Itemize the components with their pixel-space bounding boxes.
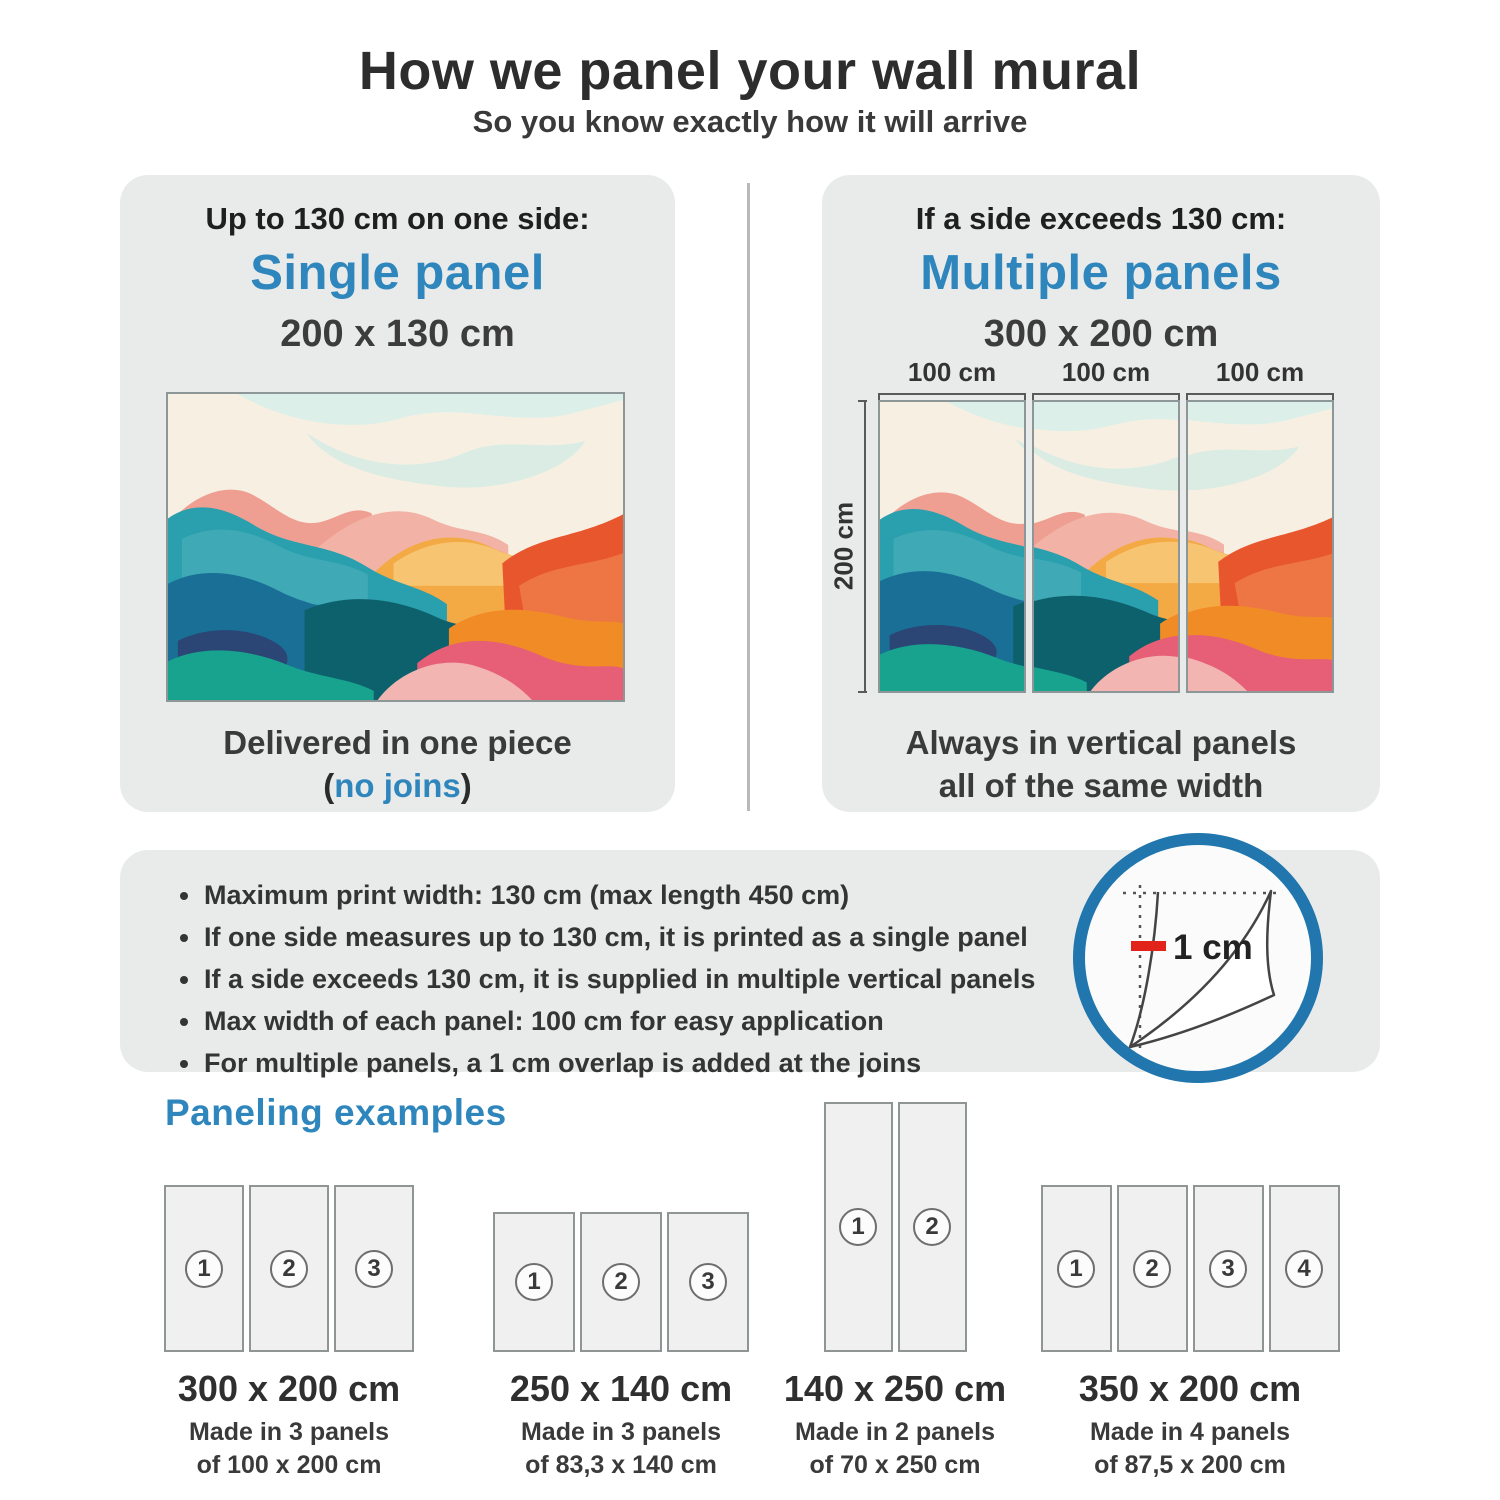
multiple-panels-size: 300 x 200 cm (983, 313, 1219, 355)
panel-number: 3 (355, 1250, 393, 1288)
example-panels (730, 1102, 1060, 1352)
note-item: Maximum print width: 130 cm (max length 450 cm) (178, 880, 1035, 911)
mural-panel-3 (1186, 400, 1334, 693)
height-dimension-bracket (864, 400, 873, 693)
single-panel-caption (120, 721, 675, 807)
single-panel-caption-line2 (120, 764, 675, 807)
example-detail-2: of 87,5 x 200 cm (1094, 1451, 1286, 1479)
multiple-panels-caption-line2: all of the same width (938, 767, 1264, 804)
example-detail-2: of 83,3 x 140 cm (525, 1451, 717, 1479)
width-label-2: 100 cm (1061, 357, 1151, 387)
mural-preview-single (166, 392, 625, 702)
example-140x250 (730, 1102, 1060, 1482)
panel-width-labels (878, 357, 1334, 388)
width-label-3: 100 cm (1215, 357, 1305, 387)
single-panel-size: 200 x 130 cm (280, 313, 515, 355)
page-curl-icon (1085, 845, 1311, 1071)
example-detail-1: Made in 3 panels (188, 1418, 390, 1446)
single-panel-condition: Up to 130 cm on one side: (205, 201, 590, 236)
mural-artwork (168, 394, 623, 700)
mural-panel-artwork (1186, 402, 1334, 691)
example-size: 250 x 140 cm (509, 1368, 733, 1409)
panel-number: 1 (185, 1250, 223, 1288)
caption-paren-open: ( (323, 767, 335, 804)
panel-number: 2 (270, 1250, 308, 1288)
overlap-red-marker (1131, 941, 1166, 951)
examples-heading: Paneling examples (165, 1092, 507, 1133)
mural-panel-1 (878, 400, 1026, 693)
single-panel-caption-line1: Delivered in one piece (223, 724, 572, 761)
width-label-1: 100 cm (907, 357, 997, 387)
single-panel-title: Single panel (250, 246, 545, 300)
panel (249, 1185, 329, 1352)
example-panels (124, 1102, 454, 1352)
multiple-panels-condition: If a side exceeds 130 cm: (915, 201, 1287, 236)
panel-number: 2 (913, 1208, 951, 1246)
multiple-panels-card (822, 175, 1380, 812)
panel-number: 1 (515, 1263, 553, 1301)
multiple-panels-caption (822, 721, 1380, 807)
panel (1117, 1185, 1188, 1352)
panel-number: 2 (602, 1263, 640, 1301)
panel-number: 1 (839, 1208, 877, 1246)
no-joins-text: no joins (334, 767, 461, 804)
panel (164, 1185, 244, 1352)
single-panel-card (120, 175, 675, 812)
height-label: 200 cm (828, 501, 859, 591)
example-detail-1: Made in 2 panels (794, 1418, 996, 1446)
mural-panel-artwork (1032, 402, 1180, 691)
note-item: For multiple panels, a 1 cm overlap is added at the joins (178, 1048, 1035, 1079)
caption-paren-close: ) (460, 767, 472, 804)
panel-number: 4 (1285, 1250, 1323, 1288)
panel (493, 1212, 575, 1352)
note-item: Max width of each panel: 100 cm for easy application (178, 1006, 1035, 1037)
panel (580, 1212, 662, 1352)
note-item: If one side measures up to 130 cm, it is printed as a single panel (178, 922, 1035, 953)
example-detail-1: Made in 4 panels (1089, 1418, 1291, 1446)
example-panels (1025, 1102, 1355, 1352)
panel-number: 1 (1057, 1250, 1095, 1288)
page-title: How we panel your wall mural (358, 41, 1142, 101)
cards-divider (747, 183, 750, 811)
multiple-panels-title: Multiple panels (920, 246, 1282, 300)
example-detail-2: of 70 x 250 cm (809, 1451, 981, 1479)
example-size: 140 x 250 cm (783, 1368, 1007, 1409)
panel-number: 2 (1133, 1250, 1171, 1288)
panel-number: 3 (689, 1263, 727, 1301)
panel (1193, 1185, 1264, 1352)
multiple-panels-caption-line1: Always in vertical panels (905, 724, 1297, 761)
overlap-label: 1 cm (1173, 928, 1253, 967)
panel-number: 3 (1209, 1250, 1247, 1288)
mural-preview-panels (878, 400, 1334, 693)
mural-panel-2 (1032, 400, 1180, 693)
notes-list (178, 880, 1035, 1090)
panel (1269, 1185, 1340, 1352)
example-detail-1: Made in 3 panels (520, 1418, 722, 1446)
panel (334, 1185, 414, 1352)
example-detail-2: of 100 x 200 cm (196, 1451, 382, 1479)
overlap-badge (1073, 833, 1323, 1083)
example-size: 350 x 200 cm (1078, 1368, 1302, 1409)
page-subtitle: So you know exactly how it will arrive (472, 104, 1028, 139)
mural-panel-artwork (880, 402, 1026, 691)
panel (898, 1102, 967, 1352)
example-size: 300 x 200 cm (177, 1368, 401, 1409)
example-350x200 (1025, 1102, 1355, 1482)
example-300x200 (124, 1102, 454, 1482)
note-item: If a side exceeds 130 cm, it is supplied in multiple vertical panels (178, 964, 1035, 995)
panel (1041, 1185, 1112, 1352)
panel (824, 1102, 893, 1352)
